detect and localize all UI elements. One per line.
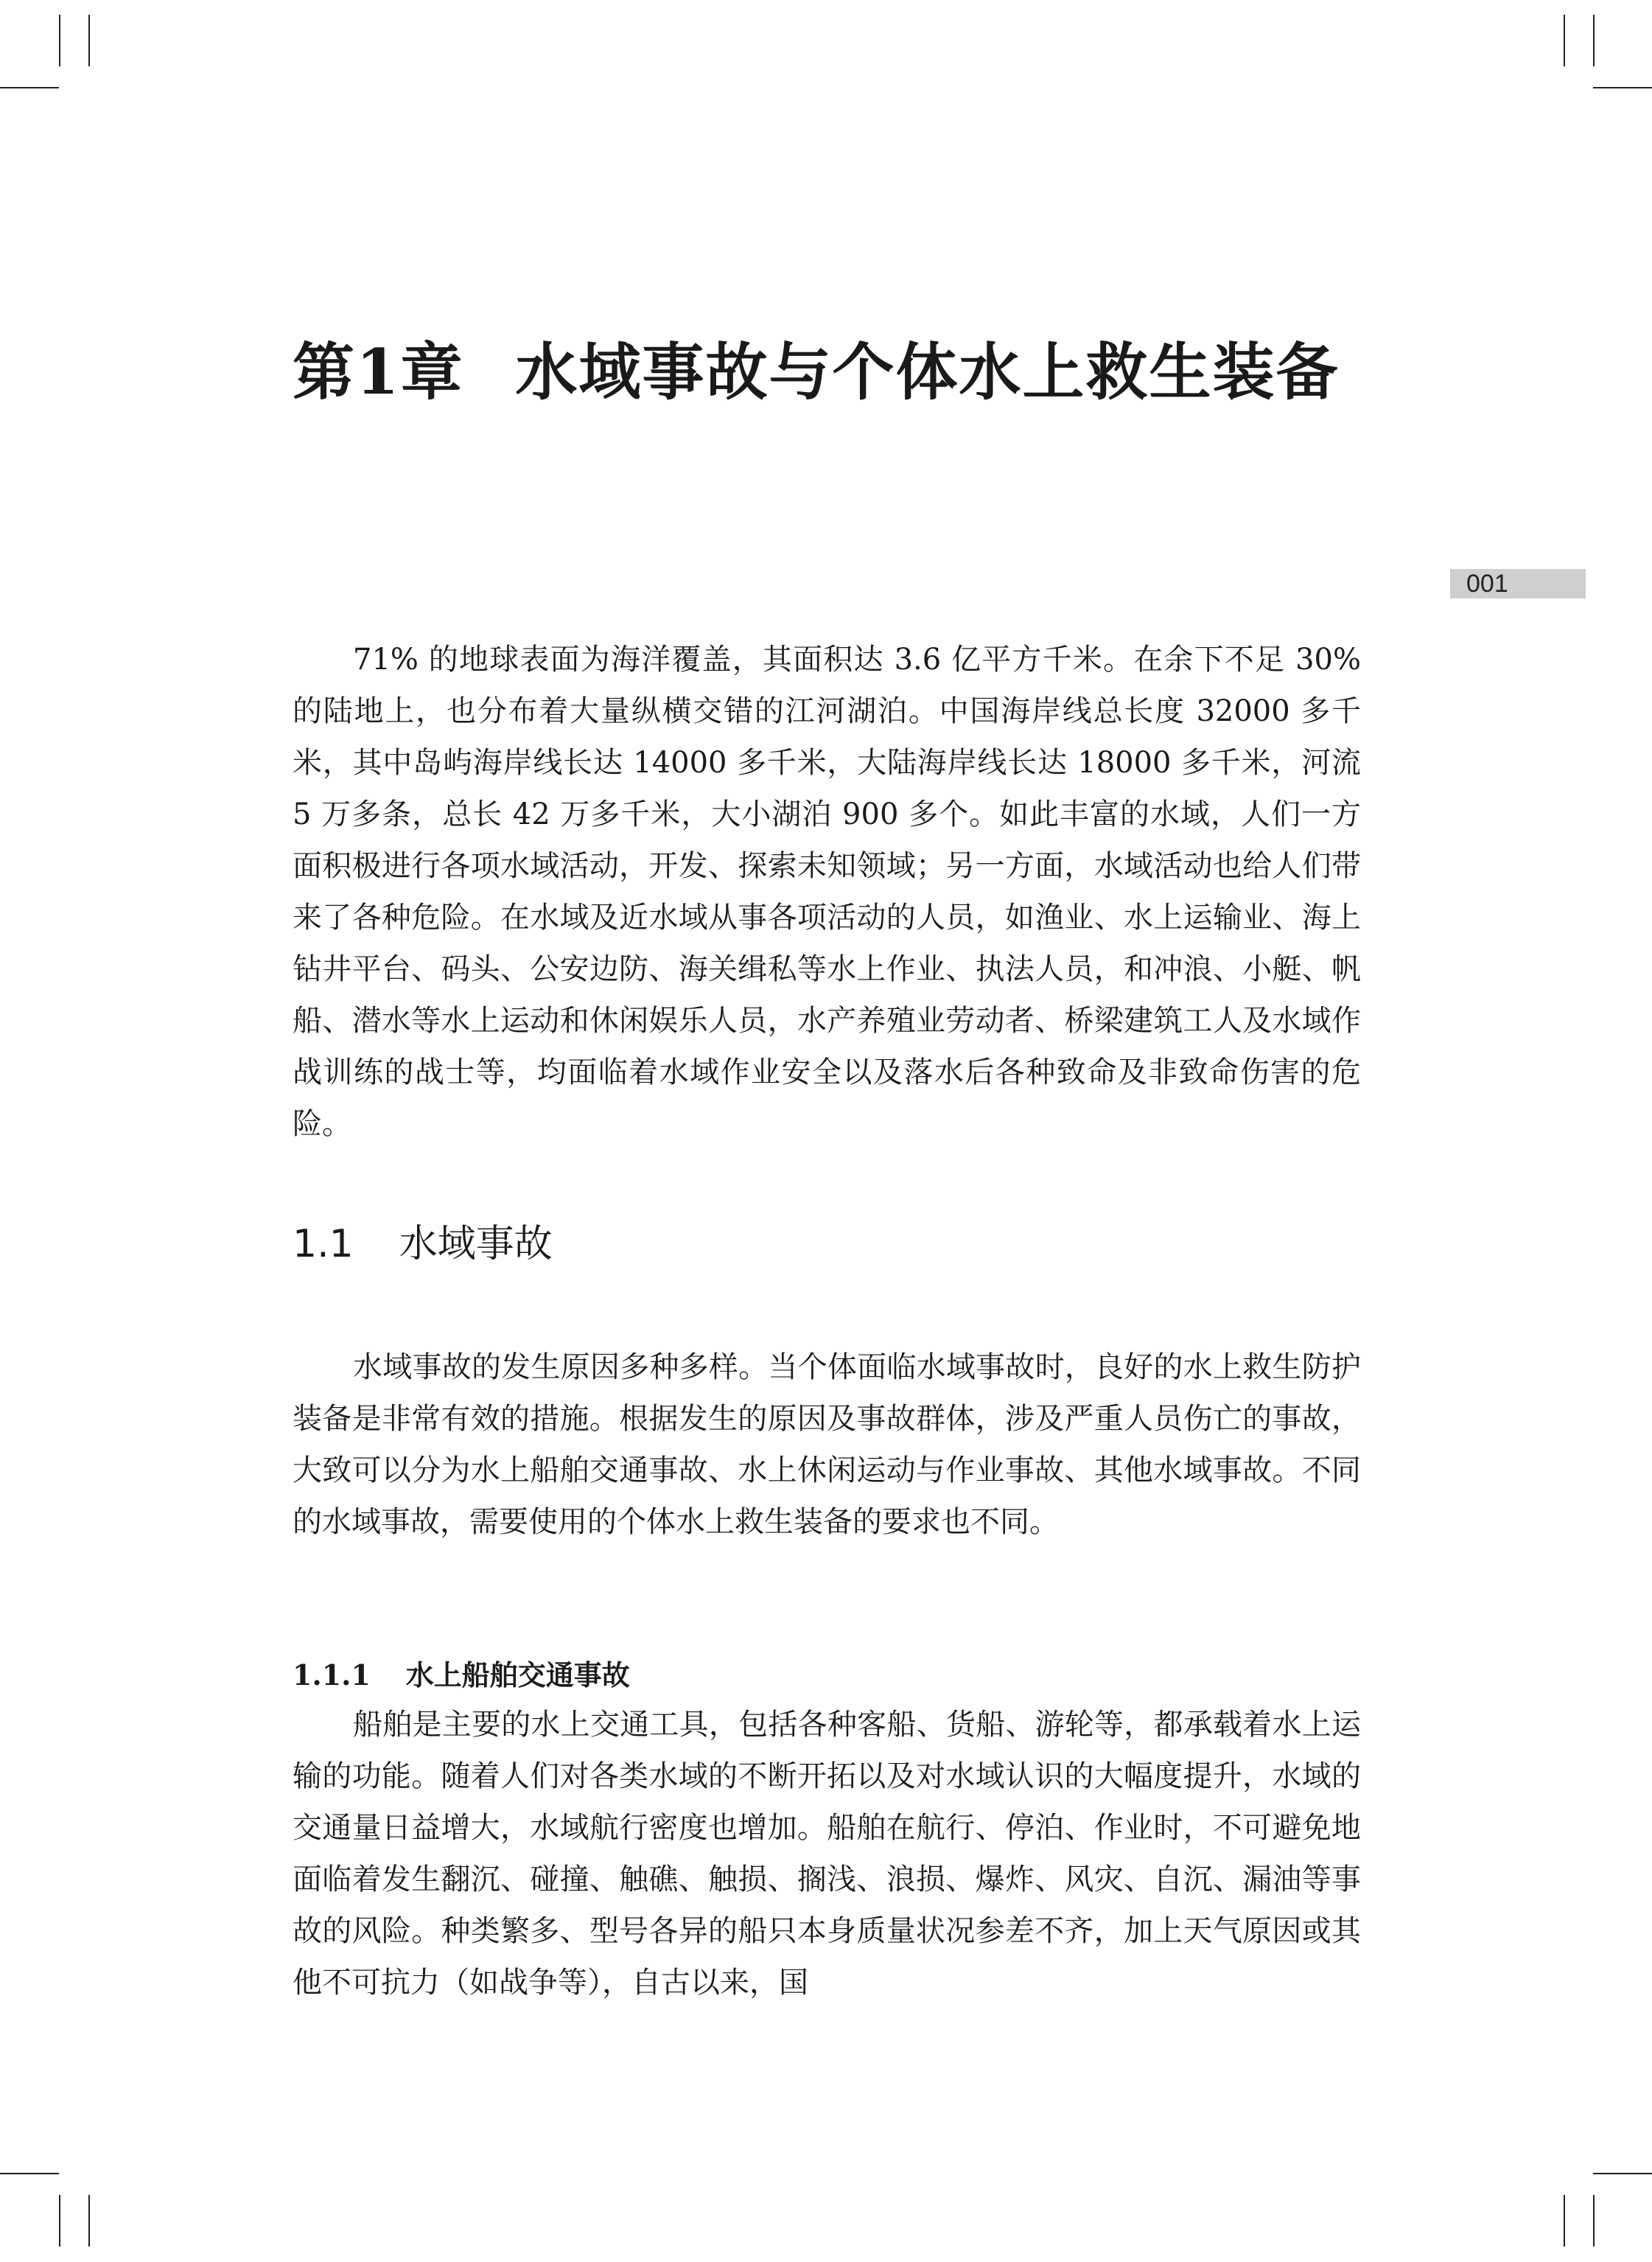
crop-mark <box>88 15 90 66</box>
subsection-heading <box>293 1653 630 1697</box>
crop-mark <box>1593 2195 1595 2247</box>
chapter-title-text: 水域事故与个体水上救生装备 <box>515 335 1340 408</box>
crop-mark <box>1564 15 1565 66</box>
crop-mark <box>1593 2173 1652 2174</box>
page-number-tab <box>1450 569 1586 598</box>
crop-mark <box>1564 2195 1565 2247</box>
subsection-paragraph-text: 船舶是主要的水上交通工具，包括各种客船、货船、游轮等，都承载着水上运输的功能。随着人们对各类水域的不断开拓以及对水域认识的大幅度提升，水域的交通量日益增大，水域航行密度也增加。船舶在航行、停泊、作业时，不可避免地面临着发生翻沉、碰撞、触礁、触损、搁浅、浪损、爆炸、风灾、自沉、漏油等事故的风险。种类繁多、型号各异的船只本身质量状况参差不齐，加上天气原因或其他不可抗力（如战争等），自古以来，国 <box>293 1708 1361 2000</box>
subsection-title: 水上船舶交通事故 <box>405 1658 630 1692</box>
crop-mark <box>59 2195 60 2247</box>
crop-mark <box>88 2195 90 2247</box>
chapter-title <box>293 324 1398 420</box>
crop-mark <box>1593 87 1652 88</box>
crop-mark <box>1593 15 1595 66</box>
intro-paragraph-text: 71% 的地球表面为海洋覆盖，其面积达 3.6 亿平方千米。在余下不足 30%的陆地上，也分布着大量纵横交错的江河湖泊。中国海岸线总长度 32000 多千米，其中岛屿海岸线长达 14000 多千米，大陆海岸线长达 18000 多千米，河流 5 万多条，总长 42 万多千米，大小湖泊 900 多个。如此丰富的水域，人们一方面积极进行各项水域活动，开发、探索未知领域；另一方面，水域活动也给人们带来了各种危险。在水域及近水域从事各项活动的人员，如渔业、水上运输业、海上钻井平台、码头、公安边防、海关缉私等水上作业、执法人员，和冲浪、小艇、帆船、潜水等水上运动和休闲娱乐人员，水产养殖业劳动者、桥梁建筑工人及水域作战训练的战士等，均面临着水域作业安全以及落水后各种致命及非致命伤害的危险。 <box>293 643 1361 1141</box>
crop-mark <box>0 2173 59 2174</box>
chapter-number: 第1章 <box>293 335 464 408</box>
intro-paragraph <box>293 634 1361 1150</box>
section-title: 水域事故 <box>399 1222 553 1266</box>
page-number: 001 <box>1466 570 1508 598</box>
section-number: 1.1 <box>293 1222 354 1266</box>
section-heading <box>293 1215 553 1274</box>
subsection-paragraph <box>293 1699 1361 2008</box>
section-paragraph-text: 水域事故的发生原因多种多样。当个体面临水域事故时，良好的水上救生防护装备是非常有效的措施。根据发生的原因及事故群体，涉及严重人员伤亡的事故，大致可以分为水上船舶交通事故、水上休闲运动与作业事故、其他水域事故。不同的水域事故，需要使用的个体水上救生装备的要求也不同。 <box>293 1350 1361 1539</box>
crop-mark <box>59 15 60 66</box>
crop-mark <box>0 87 59 88</box>
section-paragraph <box>293 1341 1361 1548</box>
subsection-number: 1.1.1 <box>293 1658 371 1692</box>
